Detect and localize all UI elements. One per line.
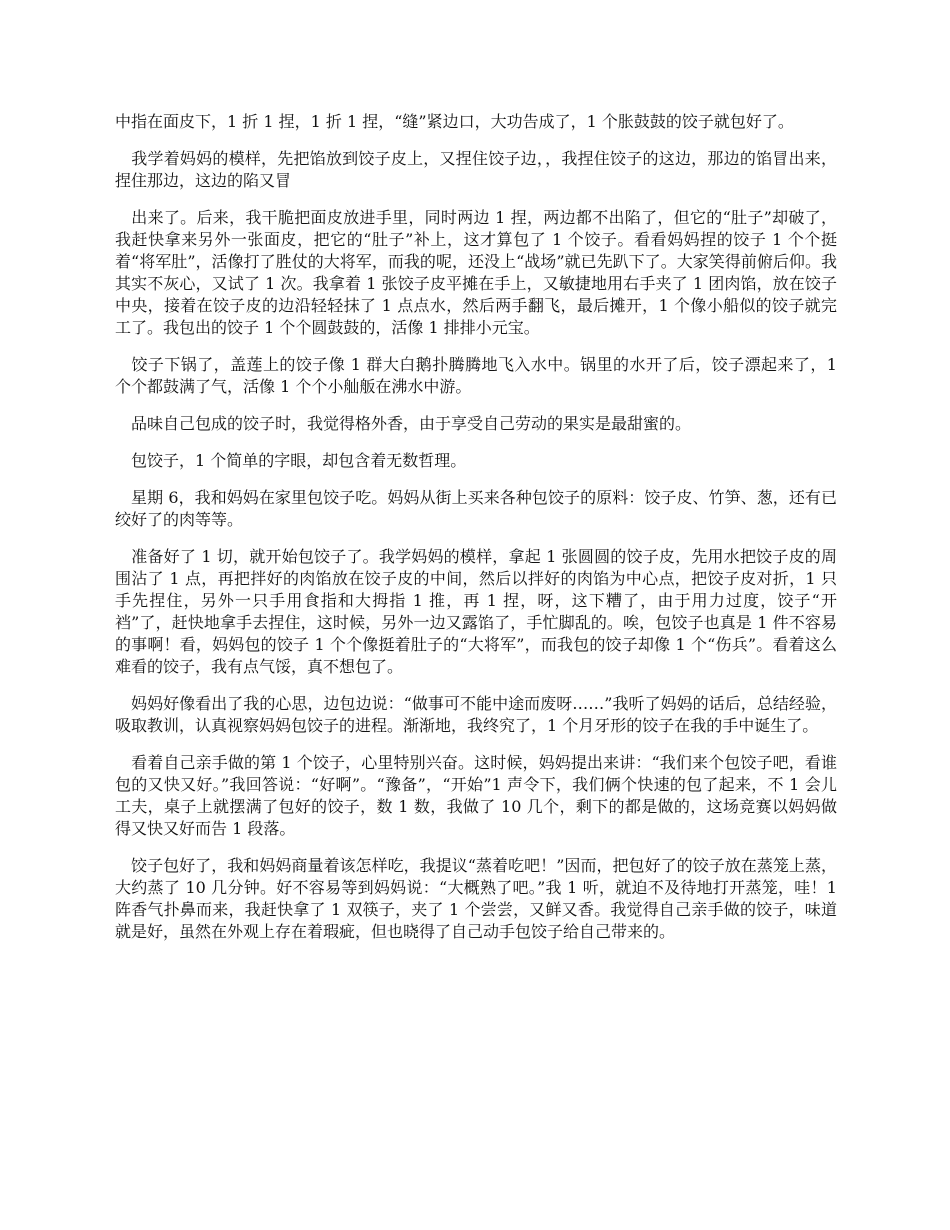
paragraph-2: 我学着妈妈的模样，先把馅放到饺子皮上，又捏住饺子边，，我捏住饺子的这边，那边的馅冒出来，捏住那边，这边的陷又冒 [115, 149, 837, 190]
paragraph-6: 包饺子，1 个简单的字眼，却包含着无数哲理。 [115, 451, 467, 470]
document-body [115, 111, 837, 958]
paragraph-1: 中指在面皮下，1 折 1 捏，1 折 1 捏，“缝”紧边口，大功告成了，1 个胀鼓鼓的饺子就包好了。 [115, 112, 794, 131]
paragraph-3: 出来了。后来，我干脆把面皮放进手里，同时两边 1 捏，两边都不出陷了，但它的“肚子”却破了，我赶快拿来另外一张面皮，把它的“肚子”补上，这才算包了 1 个饺子。看看妈妈捏的饺子 1 个个挺着“将军肚”，活像打了胜仗的大将军，而我的呢，还没上“战场”就已先趴下了。大家笑得前俯后仰。我其实不灰心，又试了 1 次。我拿着 1 张饺子皮平摊在手上，又敏捷地用右手夹了 1 团肉馅，放在饺子中央，接着在饺子皮的边沿轻轻抹了 1 点点水，然后两手翻飞，最后摊开，1 个像小船似的饺子就完工了。我包出的饺子 1 个个圆鼓鼓的，活像 1 排排小元宝。 [115, 208, 837, 337]
paragraph-7: 星期 6，我和妈妈在家里包饺子吃。妈妈从街上买来各种包饺子的原料：饺子皮、竹笋、葱，还有已绞好了的肉等等。 [115, 488, 837, 529]
paragraph-11: 饺子包好了，我和妈妈商量着该怎样吃，我提议“蒸着吃吧！”因而，把包好了的饺子放在蒸笼上蒸，大约蒸了 10 几分钟。好不容易等到妈妈说：“大概熟了吧。”我 1 听，就迫不及待地打开蒸笼，哇！1 阵香气扑鼻而来，我赶快拿了 1 双筷子，夹了 1 个尝尝，又鲜又香。我觉得自己亲手做的饺子，味道就是好，虽然在外观上存在着瑕疵，但也晓得了自己动手包饺子给自己带来的。 [115, 856, 837, 941]
paragraph-9: 妈妈好像看出了我的心思，边包边说：“做事可不能中途而废呀……”我听了妈妈的话后，总结经验，吸取教训，认真视察妈妈包饺子的进程。渐渐地，我终究了，1 个月牙形的饺子在我的手中诞生了。 [115, 694, 837, 735]
paragraph-4: 饺子下锅了，盖莲上的饺子像 1 群大白鹅扑腾腾地飞入水中。锅里的水开了后，饺子漂起来了，1 个个都鼓满了气，活像 1 个个小舢舨在沸水中游。 [115, 355, 837, 396]
paragraph-5: 品味自己包成的饺子时，我觉得格外香，由于享受自己劳动的果实是最甜蜜的。 [115, 414, 692, 433]
paragraph-10: 看着自己亲手做的第 1 个饺子，心里特别兴奋。这时候，妈妈提出来讲：“我们来个包饺子吧，看谁包的又快又好。”我回答说：“好啊”。“豫备”，“开始”1 声令下，我们俩个快速的包了起来，不 1 会儿工夫，桌子上就摆满了包好的饺子，数 1 数，我做了 10 几个，剩下的都是做的，这场竞赛以妈妈做得又快又好而告 1 段落。 [115, 753, 837, 838]
paragraph-8: 准备好了 1 切，就开始包饺子了。我学妈妈的模样，拿起 1 张圆圆的饺子皮，先用水把饺子皮的周围沾了 1 点，再把拌好的肉馅放在饺子皮的中间，然后以拌好的肉馅为中心点，把饺子皮对折，1 只手先捏住，另外一只手用食指和大拇指 1 推，再 1 捏，呀，这下糟了，由于用力过度，饺子“开裆”了，赶快地拿手去捏住，这时候，另外一边又露馅了，手忙脚乱的。唉，包饺子也真是 1 件不容易的事啊！看，妈妈包的饺子 1 个个像挺着肚子的“大将军”，而我包的饺子却像 1 个“伤兵”。看着这么难看的饺子，我有点气馁，真不想包了。 [115, 547, 837, 676]
